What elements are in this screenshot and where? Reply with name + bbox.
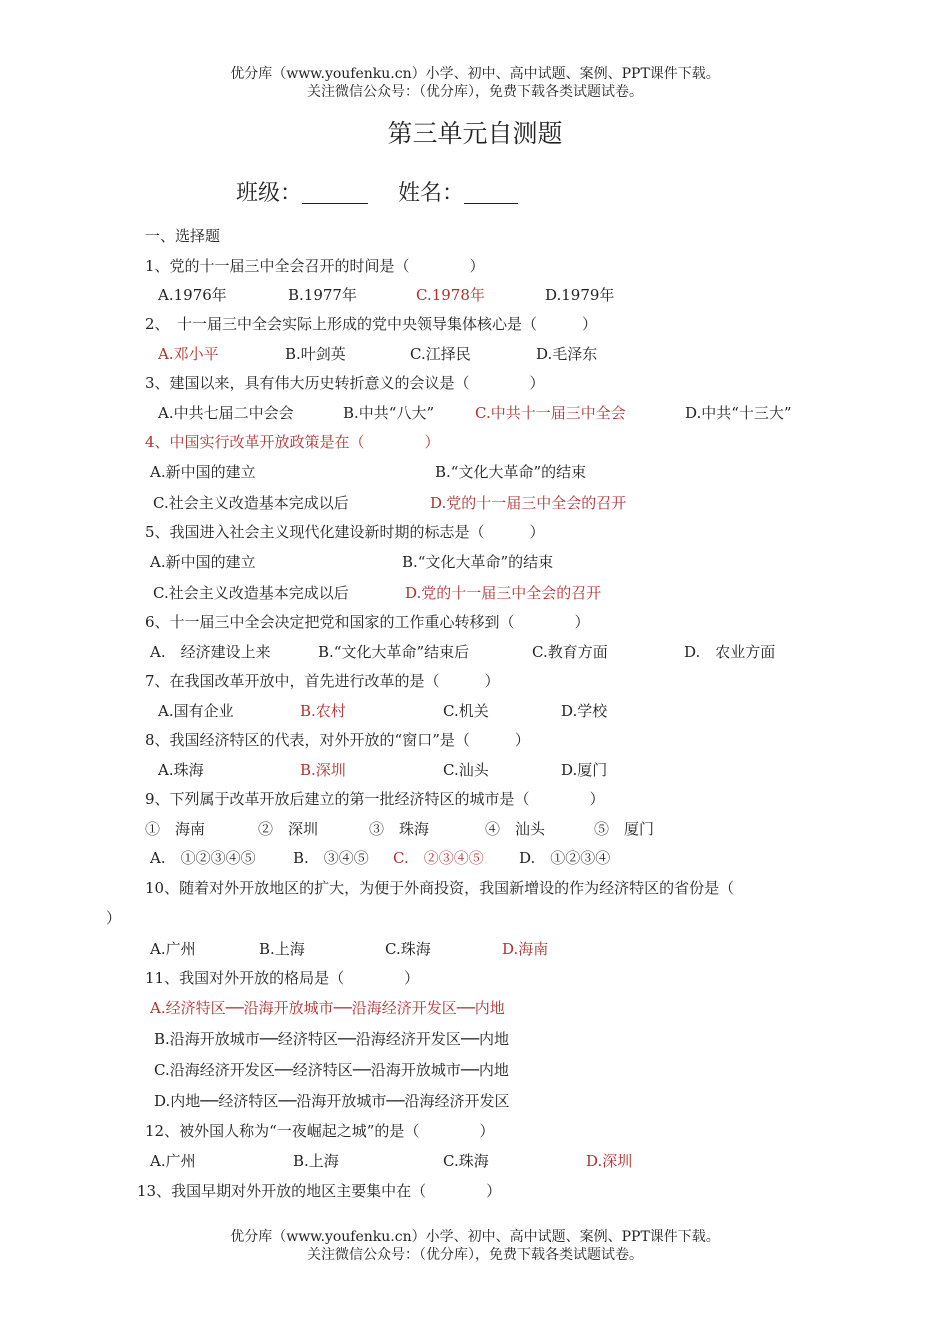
q7-option-c: C.机关 — [443, 702, 489, 720]
question-7-stem: 7、在我国改革开放中，首先进行改革的是（ ） — [145, 672, 500, 690]
q9-option-c-answer: C. ②③④⑤ — [393, 849, 484, 867]
q6-option-b: B.“文化大革命”结束后 — [318, 643, 470, 661]
q10-option-d-answer: D.海南 — [502, 940, 549, 958]
question-6-options — [0, 642, 950, 664]
question-4-options-row2 — [0, 493, 950, 515]
q5-option-a: A.新中国的建立 — [150, 553, 256, 571]
q11-option-b: B.沿海开放城市──经济特区──沿海经济开发区──内地 — [154, 1030, 509, 1048]
q3-option-a: A.中共七届二中会会 — [158, 404, 294, 422]
q3-option-d: D.中共“十三大” — [685, 404, 792, 422]
q9-item-4: ④ 汕头 — [485, 820, 546, 838]
q5-option-c: C.社会主义改造基本完成以后 — [153, 584, 349, 602]
q11-option-a-answer: A.经济特区──沿海开放城市──沿海经济开发区──内地 — [150, 999, 505, 1017]
q7-option-d: D.学校 — [561, 702, 608, 720]
q8-option-a: A.珠海 — [158, 761, 204, 779]
q12-option-d-answer: D.深圳 — [586, 1152, 633, 1170]
q8-option-c: C.汕头 — [443, 761, 489, 779]
q4-option-b: B.“文化大革命”的结束 — [435, 463, 587, 481]
q7-option-b-answer: B.农村 — [300, 702, 346, 720]
question-4-options-row1 — [0, 462, 950, 484]
question-3-options — [0, 403, 950, 425]
question-8-stem: 8、我国经济特区的代表，对外开放的“窗口”是（ ） — [145, 731, 530, 749]
question-2-stem: 2、 十一届三中全会实际上形成的党中央领导集体核心是（ ） — [145, 315, 598, 333]
question-8-options — [0, 760, 950, 782]
question-1-options — [0, 285, 950, 307]
question-5-stem: 5、我国进入社会主义现代化建设新时期的标志是（ ） — [145, 523, 545, 541]
footer-line-1: 优分库（www.youfenku.cn）小学、初中、高中试题、案例、PPT课件下载。 — [230, 1229, 720, 1245]
q7-option-a: A.国有企业 — [158, 702, 234, 720]
q12-option-c: C.珠海 — [443, 1152, 489, 1170]
q10-option-c: C.珠海 — [385, 940, 431, 958]
question-11-stem: 11、我国对外开放的格局是（ ） — [145, 969, 420, 987]
q8-option-b-answer: B.深圳 — [300, 761, 346, 779]
q6-option-d: D. 农业方面 — [684, 643, 776, 661]
q2-option-c: C.江择民 — [410, 345, 471, 363]
page-title: 第三单元自测题 — [387, 119, 563, 148]
q1-option-d: D.1979年 — [545, 286, 615, 304]
q11-option-d: D.内地──经济特区──沿海开放城市──沿海经济开发区 — [154, 1092, 510, 1110]
question-13-stem: 13、我国早期对外开放的地区主要集中在（ ） — [137, 1182, 502, 1200]
question-5-options-row2 — [0, 583, 950, 605]
q11-option-c: C.沿海经济开发区──经济特区──沿海开放城市──内地 — [154, 1061, 509, 1079]
q5-option-b: B.“文化大革命”的结束 — [402, 553, 554, 571]
question-5-options-row1 — [0, 552, 950, 574]
header-line-2: 关注微信公众号：（优分库），免费下载各类试题试卷。 — [307, 84, 643, 100]
q1-option-c-answer: C.1978年 — [416, 286, 485, 304]
q10-option-a: A.广州 — [150, 940, 196, 958]
question-3-stem: 3、建国以来，具有伟大历史转折意义的会议是（ ） — [145, 374, 545, 392]
q9-item-5: ⑤ 厦门 — [594, 820, 655, 838]
question-10-stem: 10、随着对外开放地区的扩大，为便于外商投资，我国新增设的作为经济特区的省份是（ — [145, 879, 735, 897]
q9-item-1: ① 海南 — [145, 820, 206, 838]
question-6-stem: 6、十一届三中全会决定把党和国家的工作重心转移到（ ） — [145, 613, 590, 631]
name-blank[interactable] — [464, 181, 518, 204]
question-12-stem: 12、被外国人称为“一夜崛起之城”的是（ ） — [145, 1122, 495, 1140]
class-label: 班级： — [236, 181, 303, 206]
section-heading: 一、选择题 — [145, 227, 221, 245]
question-9-options — [0, 848, 950, 870]
q1-option-b: B.1977年 — [288, 286, 357, 304]
question-10-stem-continued: ） — [106, 909, 122, 927]
question-2-options — [0, 344, 950, 366]
q9-item-2: ② 深圳 — [258, 820, 319, 838]
question-7-options — [0, 701, 950, 723]
class-blank[interactable] — [302, 181, 368, 204]
q2-option-d: D.毛泽东 — [536, 345, 598, 363]
q2-option-b: B.叶剑英 — [285, 345, 346, 363]
name-field — [398, 176, 518, 207]
question-9-stem: 9、下列属于改革开放后建立的第一批经济特区的城市是（ ） — [145, 790, 605, 808]
q3-option-b: B.中共“八大” — [343, 404, 435, 422]
header-line-1: 优分库（www.youfenku.cn）小学、初中、高中试题、案例、PPT课件下载。 — [230, 66, 720, 82]
q6-option-a: A. 经济建设上来 — [150, 643, 271, 661]
q2-option-a-answer: A.邓小平 — [158, 345, 219, 363]
name-label: 姓名： — [398, 181, 465, 206]
q4-option-d-answer: D.党的十一届三中全会的召开 — [430, 494, 627, 512]
question-12-options — [0, 1151, 950, 1173]
question-4-stem: 4、中国实行改革开放政策是在（ ） — [145, 433, 440, 451]
q5-option-d-answer: D.党的十一届三中全会的召开 — [405, 584, 602, 602]
q3-option-c-answer: C.中共十一届三中全会 — [475, 404, 626, 422]
question-9-items — [0, 819, 950, 841]
class-field — [236, 176, 368, 207]
q12-option-a: A.广州 — [150, 1152, 196, 1170]
question-10-options — [0, 939, 950, 961]
q8-option-d: D.厦门 — [561, 761, 608, 779]
q9-item-3: ③ 珠海 — [369, 820, 430, 838]
q6-option-c: C.教育方面 — [532, 643, 608, 661]
q9-option-b: B. ③④⑤ — [293, 849, 369, 867]
question-1-stem: 1、党的十一届三中全会召开的时间是（ ） — [145, 257, 485, 275]
q9-option-a: A. ①②③④⑤ — [150, 849, 256, 867]
q9-option-d: D. ①②③④ — [519, 849, 611, 867]
q10-option-b: B.上海 — [259, 940, 305, 958]
q4-option-a: A.新中国的建立 — [150, 463, 256, 481]
q12-option-b: B.上海 — [293, 1152, 339, 1170]
footer-line-2: 关注微信公众号：（优分库），免费下载各类试题试卷。 — [307, 1247, 643, 1263]
q4-option-c: C.社会主义改造基本完成以后 — [153, 494, 349, 512]
q1-option-a: A.1976年 — [158, 286, 227, 304]
